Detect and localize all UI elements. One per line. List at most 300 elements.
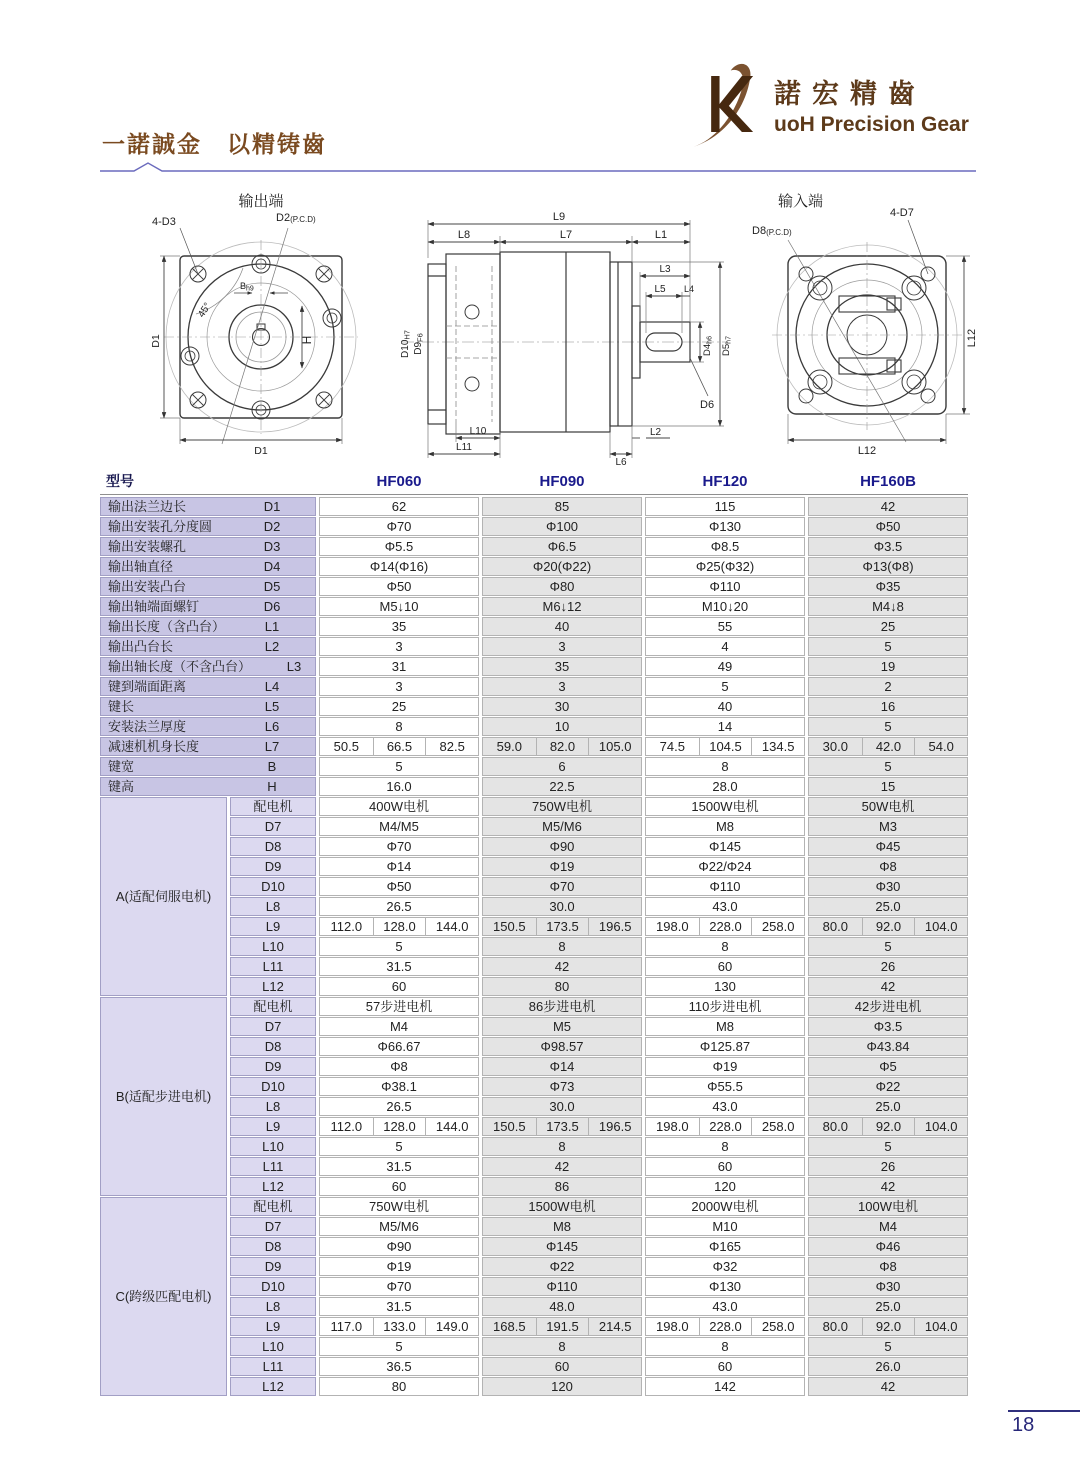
spec-cell: Φ8 (808, 1257, 968, 1276)
spec-cell: 142 (645, 1377, 805, 1396)
row-symbol: D1 (263, 499, 281, 514)
spec-subcell: 112.0 (330, 919, 363, 934)
spec-subcell: 149.0 (425, 1318, 478, 1335)
label-45deg: 45° (196, 300, 214, 320)
spec-cell: Φ5.5 (319, 537, 479, 556)
spec-cell: Φ110 (645, 577, 805, 596)
spec-cell: Φ14(Φ16) (319, 557, 479, 576)
gearbox-body-geometry (402, 252, 728, 434)
spec-cell: Φ130 (645, 517, 805, 536)
table-header-row (100, 468, 968, 495)
spec-subcell: 134.5 (751, 738, 804, 755)
spec-cell: 43.0 (645, 897, 805, 916)
label-l5: L5 (654, 284, 666, 295)
spec-subcell: 214.5 (588, 1318, 641, 1335)
label-d1-bottom: D1 (254, 445, 268, 457)
spec-cell: 60 (645, 1157, 805, 1176)
row-symbol: L11 (230, 1357, 316, 1376)
spec-cell: Φ110 (645, 877, 805, 896)
spec-cell: Φ125.87 (645, 1037, 805, 1056)
label-l3: L3 (659, 264, 671, 275)
row-label: 减速机机身长度 (108, 739, 200, 754)
spec-cell: Φ70 (482, 877, 642, 896)
spec-cell-split (808, 1117, 968, 1136)
spec-subcell: 144.0 (425, 918, 478, 935)
spec-cell: 1500W电机 (645, 797, 805, 816)
input-flange-geometry (772, 240, 962, 442)
spec-cell: Φ8 (808, 857, 968, 876)
spec-subcell: 128.0 (373, 1118, 426, 1135)
spec-cell: Φ50 (319, 577, 479, 596)
spec-cell: 2 (808, 677, 968, 696)
row-label: 键宽 (108, 759, 135, 774)
spec-cell: Φ38.1 (319, 1077, 479, 1096)
label-h: H (300, 335, 314, 345)
spec-cell: 5 (808, 1337, 968, 1356)
row-label-cell (100, 697, 316, 716)
spec-cell: Φ8.5 (645, 537, 805, 556)
spec-cell: 43.0 (645, 1097, 805, 1116)
row-label-cell (100, 617, 316, 636)
spec-subcell: 112.0 (330, 1119, 363, 1134)
table-row (100, 597, 968, 616)
spec-cell: Φ80 (482, 577, 642, 596)
model-header: HF120 (702, 472, 748, 490)
spec-subcell: 80.0 (822, 1119, 848, 1134)
row-symbol: L9 (230, 917, 316, 936)
spec-cell: M10 (645, 1217, 805, 1236)
row-label-cell (100, 637, 316, 656)
spec-subcell: 54.0 (914, 738, 967, 755)
side-view-drawing (398, 206, 733, 471)
spec-cell: 80 (482, 977, 642, 996)
row-symbol: L4 (264, 679, 280, 694)
row-symbol: D8 (230, 1037, 316, 1056)
row-label-cell (100, 597, 316, 616)
label-d9f6: D9F6 (413, 333, 425, 355)
spec-cell: 25 (808, 617, 968, 636)
spec-subcell: 74.5 (659, 739, 685, 754)
spec-subcell: 50.5 (333, 739, 359, 754)
spec-cell: 5 (808, 757, 968, 776)
spec-subcell: 173.5 (536, 918, 589, 935)
spec-cell: 30.0 (482, 897, 642, 916)
model-column-title: 型号 (106, 473, 134, 489)
spec-cell: 5 (808, 637, 968, 656)
spec-cell: 40 (645, 697, 805, 716)
spec-cell: M3 (808, 817, 968, 836)
spec-cell: M5 (482, 1017, 642, 1036)
label-l6: L6 (615, 457, 627, 466)
spec-cell: Φ19 (482, 857, 642, 876)
row-symbol: D8 (230, 837, 316, 856)
spec-cell: 35 (482, 657, 642, 676)
logo-cn-name: 諾宏精齒 (774, 78, 926, 109)
spec-cell: Φ110 (482, 1277, 642, 1296)
spec-cell: 2000W电机 (645, 1197, 805, 1216)
spec-cell: 42 (808, 977, 968, 996)
spec-cell: 4 (645, 637, 805, 656)
spec-subcell: 42.0 (862, 738, 915, 755)
row-symbol: L12 (230, 1177, 316, 1196)
spec-cell: 10 (482, 717, 642, 736)
spec-cell: 16.0 (319, 777, 479, 796)
logo-en-name: uoH Precision Gear (774, 112, 969, 136)
logo-text (774, 72, 969, 137)
spec-cell-split (645, 917, 805, 936)
row-label: 输出长度（含凸台） (108, 619, 226, 634)
spec-subcell: 117.0 (330, 1319, 363, 1334)
spec-cell-split (482, 1117, 642, 1136)
spec-cell: 42 (808, 497, 968, 516)
spec-cell: 31.5 (319, 1157, 479, 1176)
spec-cell: M8 (645, 817, 805, 836)
spec-cell-split (319, 1317, 479, 1336)
label-d6: D6 (700, 399, 715, 411)
spec-cell: Φ100 (482, 517, 642, 536)
spec-subcell: 104.0 (914, 1118, 967, 1135)
row-symbol: L7 (264, 739, 280, 754)
company-logo (686, 56, 969, 152)
label-l12-bottom: L12 (857, 445, 877, 457)
row-label: 输出安装凸台 (108, 579, 187, 594)
spec-cell: Φ130 (645, 1277, 805, 1296)
spec-cell: Φ90 (482, 837, 642, 856)
row-label: 输出凸台长 (108, 639, 174, 654)
table-row (100, 677, 968, 696)
spec-cell: M4 (808, 1217, 968, 1236)
input-dimensions (788, 220, 970, 444)
spec-subcell: 258.0 (751, 1318, 804, 1335)
spec-cell: 60 (319, 977, 479, 996)
label-l10: L10 (469, 426, 487, 437)
spec-cell-split (482, 1317, 642, 1336)
spec-subcell: 228.0 (699, 918, 752, 935)
spec-subcell: 104.0 (914, 1318, 967, 1335)
spec-cell: 8 (645, 757, 805, 776)
spec-cell: 5 (319, 1137, 479, 1156)
spec-cell: Φ3.5 (808, 537, 968, 556)
spec-subcell: 59.0 (496, 739, 522, 754)
row-symbol: L10 (230, 1137, 316, 1156)
label-d10h7: D10H7 (400, 330, 412, 358)
spec-cell: 100W电机 (808, 1197, 968, 1216)
output-end-title: 输出端 (238, 193, 284, 210)
spec-cell: Φ14 (319, 857, 479, 876)
spec-subcell: 168.5 (493, 1319, 526, 1334)
row-symbol: D3 (263, 539, 281, 554)
spec-subcell: 196.5 (588, 918, 641, 935)
spec-cell: M5/M6 (482, 817, 642, 836)
spec-cell: 25.0 (808, 1297, 968, 1316)
spec-cell: 36.5 (319, 1357, 479, 1376)
spec-cell: 25.0 (808, 897, 968, 916)
model-header: HF160B (860, 472, 916, 490)
spec-cell: Φ8 (319, 1057, 479, 1076)
spec-subcell: 173.5 (536, 1118, 589, 1135)
spec-cell: 750W电机 (482, 797, 642, 816)
label-d4h6: D4h6 (702, 336, 714, 356)
spec-cell: Φ19 (319, 1257, 479, 1276)
row-symbol: L11 (230, 957, 316, 976)
row-symbol: 配电机 (230, 797, 316, 816)
model-header: HF090 (539, 472, 585, 490)
spec-cell: 3 (319, 637, 479, 656)
spec-cell: Φ30 (808, 877, 968, 896)
label-l12-right: L12 (966, 328, 978, 348)
label-4-d3: 4-D3 (152, 216, 176, 228)
row-label-cell (100, 717, 316, 736)
label-l8: L8 (457, 229, 471, 241)
spec-cell: 8 (319, 717, 479, 736)
table-row (100, 637, 968, 656)
spec-cell: Φ50 (319, 877, 479, 896)
spec-cell: M8 (645, 1017, 805, 1036)
row-label-cell (100, 677, 316, 696)
spec-cell: 5 (319, 757, 479, 776)
side-view-dimensions (428, 220, 724, 458)
spec-cell: 115 (645, 497, 805, 516)
row-symbol: L10 (230, 1337, 316, 1356)
row-label-cell (100, 517, 316, 536)
spec-cell: 42 (808, 1177, 968, 1196)
motor-section (100, 797, 968, 996)
spec-cell-split (319, 917, 479, 936)
row-symbol: L11 (230, 1157, 316, 1176)
row-symbol: L12 (230, 977, 316, 996)
spec-cell: Φ13(Φ8) (808, 557, 968, 576)
table-row (100, 737, 968, 756)
input-end-title: 输入端 (778, 193, 824, 210)
row-symbol: L1 (264, 619, 280, 634)
brand-tagline: 一諾誠金 以精铸齒 (102, 131, 327, 157)
row-label-cell (100, 737, 316, 756)
spec-cell: M5↓10 (319, 597, 479, 616)
spec-cell: 400W电机 (319, 797, 479, 816)
row-symbol: D7 (230, 1017, 316, 1036)
row-label-cell (100, 777, 316, 796)
spec-cell: M4↓8 (808, 597, 968, 616)
row-symbol: L12 (230, 1377, 316, 1396)
spec-subcell: 196.5 (588, 1118, 641, 1135)
row-symbol: L8 (230, 897, 316, 916)
spec-cell: Φ45 (808, 837, 968, 856)
row-label: 键高 (108, 779, 135, 794)
spec-cell: 40 (482, 617, 642, 636)
spec-subcell: 105.0 (588, 738, 641, 755)
spec-cell: 5 (808, 937, 968, 956)
spec-cell: Φ30 (808, 1277, 968, 1296)
spec-cell: 130 (645, 977, 805, 996)
row-label-cell (100, 577, 316, 596)
table-row (100, 657, 968, 676)
row-symbol: D10 (230, 877, 316, 896)
spec-subcell: 198.0 (656, 919, 689, 934)
row-label: 输出法兰边长 (108, 499, 187, 514)
spec-subcell: 144.0 (425, 1118, 478, 1135)
spec-cell: 86步进电机 (482, 997, 642, 1016)
spec-cell: 30.0 (482, 1097, 642, 1116)
table-row (100, 697, 968, 716)
row-symbol: L3 (286, 659, 302, 674)
row-label-cell (100, 557, 316, 576)
row-symbol: 配电机 (230, 1197, 316, 1216)
spec-subcell: 104.5 (699, 738, 752, 755)
spec-cell: 60 (482, 1357, 642, 1376)
spec-cell: 48.0 (482, 1297, 642, 1316)
spec-cell: 31.5 (319, 957, 479, 976)
spec-cell: Φ165 (645, 1237, 805, 1256)
spec-cell: Φ6.5 (482, 537, 642, 556)
spec-subcell: 198.0 (656, 1119, 689, 1134)
spec-subcell: 80.0 (822, 919, 848, 934)
spec-cell: 6 (482, 757, 642, 776)
spec-cell: 8 (482, 1337, 642, 1356)
spec-cell: 60 (645, 957, 805, 976)
row-symbol: D5 (263, 579, 281, 594)
spec-cell: 8 (645, 937, 805, 956)
row-symbol: D9 (230, 1057, 316, 1076)
spec-cell: 26.0 (808, 1357, 968, 1376)
label-l1: L1 (654, 229, 668, 241)
row-label-cell (100, 537, 316, 556)
spec-cell: Φ145 (645, 837, 805, 856)
spec-cell: 15 (808, 777, 968, 796)
spec-cell-split (482, 917, 642, 936)
spec-cell: 49 (645, 657, 805, 676)
spec-cell: 62 (319, 497, 479, 516)
spec-cell: Φ70 (319, 837, 479, 856)
spec-cell: Φ50 (808, 517, 968, 536)
table-row (100, 497, 968, 516)
label-d2-pcd: D2(P.C.D) (276, 212, 316, 224)
logo-monogram-icon (686, 56, 768, 152)
spec-subcell: 150.5 (493, 1119, 526, 1134)
row-symbol: L8 (230, 1097, 316, 1116)
spec-cell: 110步进电机 (645, 997, 805, 1016)
spec-cell: Φ3.5 (808, 1017, 968, 1036)
spec-cell-split (808, 1317, 968, 1336)
row-label-cell (100, 757, 316, 776)
spec-cell: 5 (319, 1337, 479, 1356)
page-number-rule (1008, 1410, 1080, 1412)
spec-cell: 60 (645, 1357, 805, 1376)
spec-cell: Φ55.5 (645, 1077, 805, 1096)
label-4-d7: 4-D7 (890, 207, 914, 219)
spec-cell: 50W电机 (808, 797, 968, 816)
row-symbol: L5 (264, 699, 280, 714)
spec-subcell: 92.0 (862, 1318, 915, 1335)
label-d5h7: D5h7 (721, 336, 733, 356)
spec-cell: 3 (482, 677, 642, 696)
label-bh9: Bh9 (240, 281, 254, 293)
spec-cell: 120 (482, 1377, 642, 1396)
row-symbol: L8 (230, 1297, 316, 1316)
row-symbol: D8 (230, 1237, 316, 1256)
spec-cell: 1500W电机 (482, 1197, 642, 1216)
table-row (100, 757, 968, 776)
spec-cell: 30 (482, 697, 642, 716)
spec-cell: Φ25(Φ32) (645, 557, 805, 576)
spec-cell: 35 (319, 617, 479, 636)
row-symbol: L10 (230, 937, 316, 956)
spec-cell: 31.5 (319, 1297, 479, 1316)
table-row (100, 617, 968, 636)
label-l2: L2 (650, 427, 662, 438)
spec-cell: 25.0 (808, 1097, 968, 1116)
spec-subcell: 66.5 (373, 738, 426, 755)
spec-cell: M6↓12 (482, 597, 642, 616)
row-symbol: D6 (263, 599, 281, 614)
row-label: 输出安装孔分度圆 (108, 519, 213, 534)
spec-subcell: 191.5 (536, 1318, 589, 1335)
spec-cell: Φ70 (319, 1277, 479, 1296)
label-l11: L11 (456, 442, 472, 453)
spec-cell: 14 (645, 717, 805, 736)
row-symbol: D10 (230, 1277, 316, 1296)
table-row (100, 717, 968, 736)
row-symbol: H (267, 779, 277, 794)
row-symbol: 配电机 (230, 997, 316, 1016)
spec-cell: 8 (645, 1337, 805, 1356)
row-symbol: D9 (230, 1257, 316, 1276)
spec-subcell: 150.5 (493, 919, 526, 934)
row-symbol: L6 (264, 719, 280, 734)
spec-cell: 86 (482, 1177, 642, 1196)
input-end-drawing (742, 190, 1007, 467)
spec-cell: M5/M6 (319, 1217, 479, 1236)
spec-cell: 8 (482, 937, 642, 956)
spec-cell: Φ20(Φ22) (482, 557, 642, 576)
table-row (100, 517, 968, 536)
spec-cell: M4 (319, 1017, 479, 1036)
spec-cell: 26.5 (319, 897, 479, 916)
row-symbol: D10 (230, 1077, 316, 1096)
spec-cell: 42 (808, 1377, 968, 1396)
spec-cell: 60 (319, 1177, 479, 1196)
spec-cell-split (808, 917, 968, 936)
row-label: 输出安装螺孔 (108, 539, 187, 554)
spec-cell: Φ43.84 (808, 1037, 968, 1056)
spec-cell-split (808, 737, 968, 756)
spec-cell: 22.5 (482, 777, 642, 796)
spec-cell: M4/M5 (319, 817, 479, 836)
row-symbol: B (267, 759, 277, 774)
section-label: A(适配伺服电机) (100, 797, 227, 996)
spec-subcell: 82.0 (536, 738, 589, 755)
label-d1-left: D1 (150, 334, 162, 348)
motor-section (100, 1197, 968, 1396)
spec-cell: 8 (645, 1137, 805, 1156)
spec-cell: 26 (808, 1157, 968, 1176)
spec-cell: Φ46 (808, 1237, 968, 1256)
spec-cell: 31 (319, 657, 479, 676)
spec-cell-split (645, 1317, 805, 1336)
row-label: 键到端面距离 (108, 679, 187, 694)
output-flange-geometry (164, 228, 358, 444)
spec-subcell: 30.0 (822, 739, 848, 754)
spec-subcell: 258.0 (751, 1118, 804, 1135)
spec-cell: 750W电机 (319, 1197, 479, 1216)
motor-section (100, 997, 968, 1196)
page-number: 18 (1012, 1414, 1035, 1436)
table-row (100, 557, 968, 576)
output-end-drawing (130, 192, 402, 469)
spec-subcell: 128.0 (373, 918, 426, 935)
spec-cell: 16 (808, 697, 968, 716)
table-row (100, 777, 968, 796)
spec-cell: 26 (808, 957, 968, 976)
